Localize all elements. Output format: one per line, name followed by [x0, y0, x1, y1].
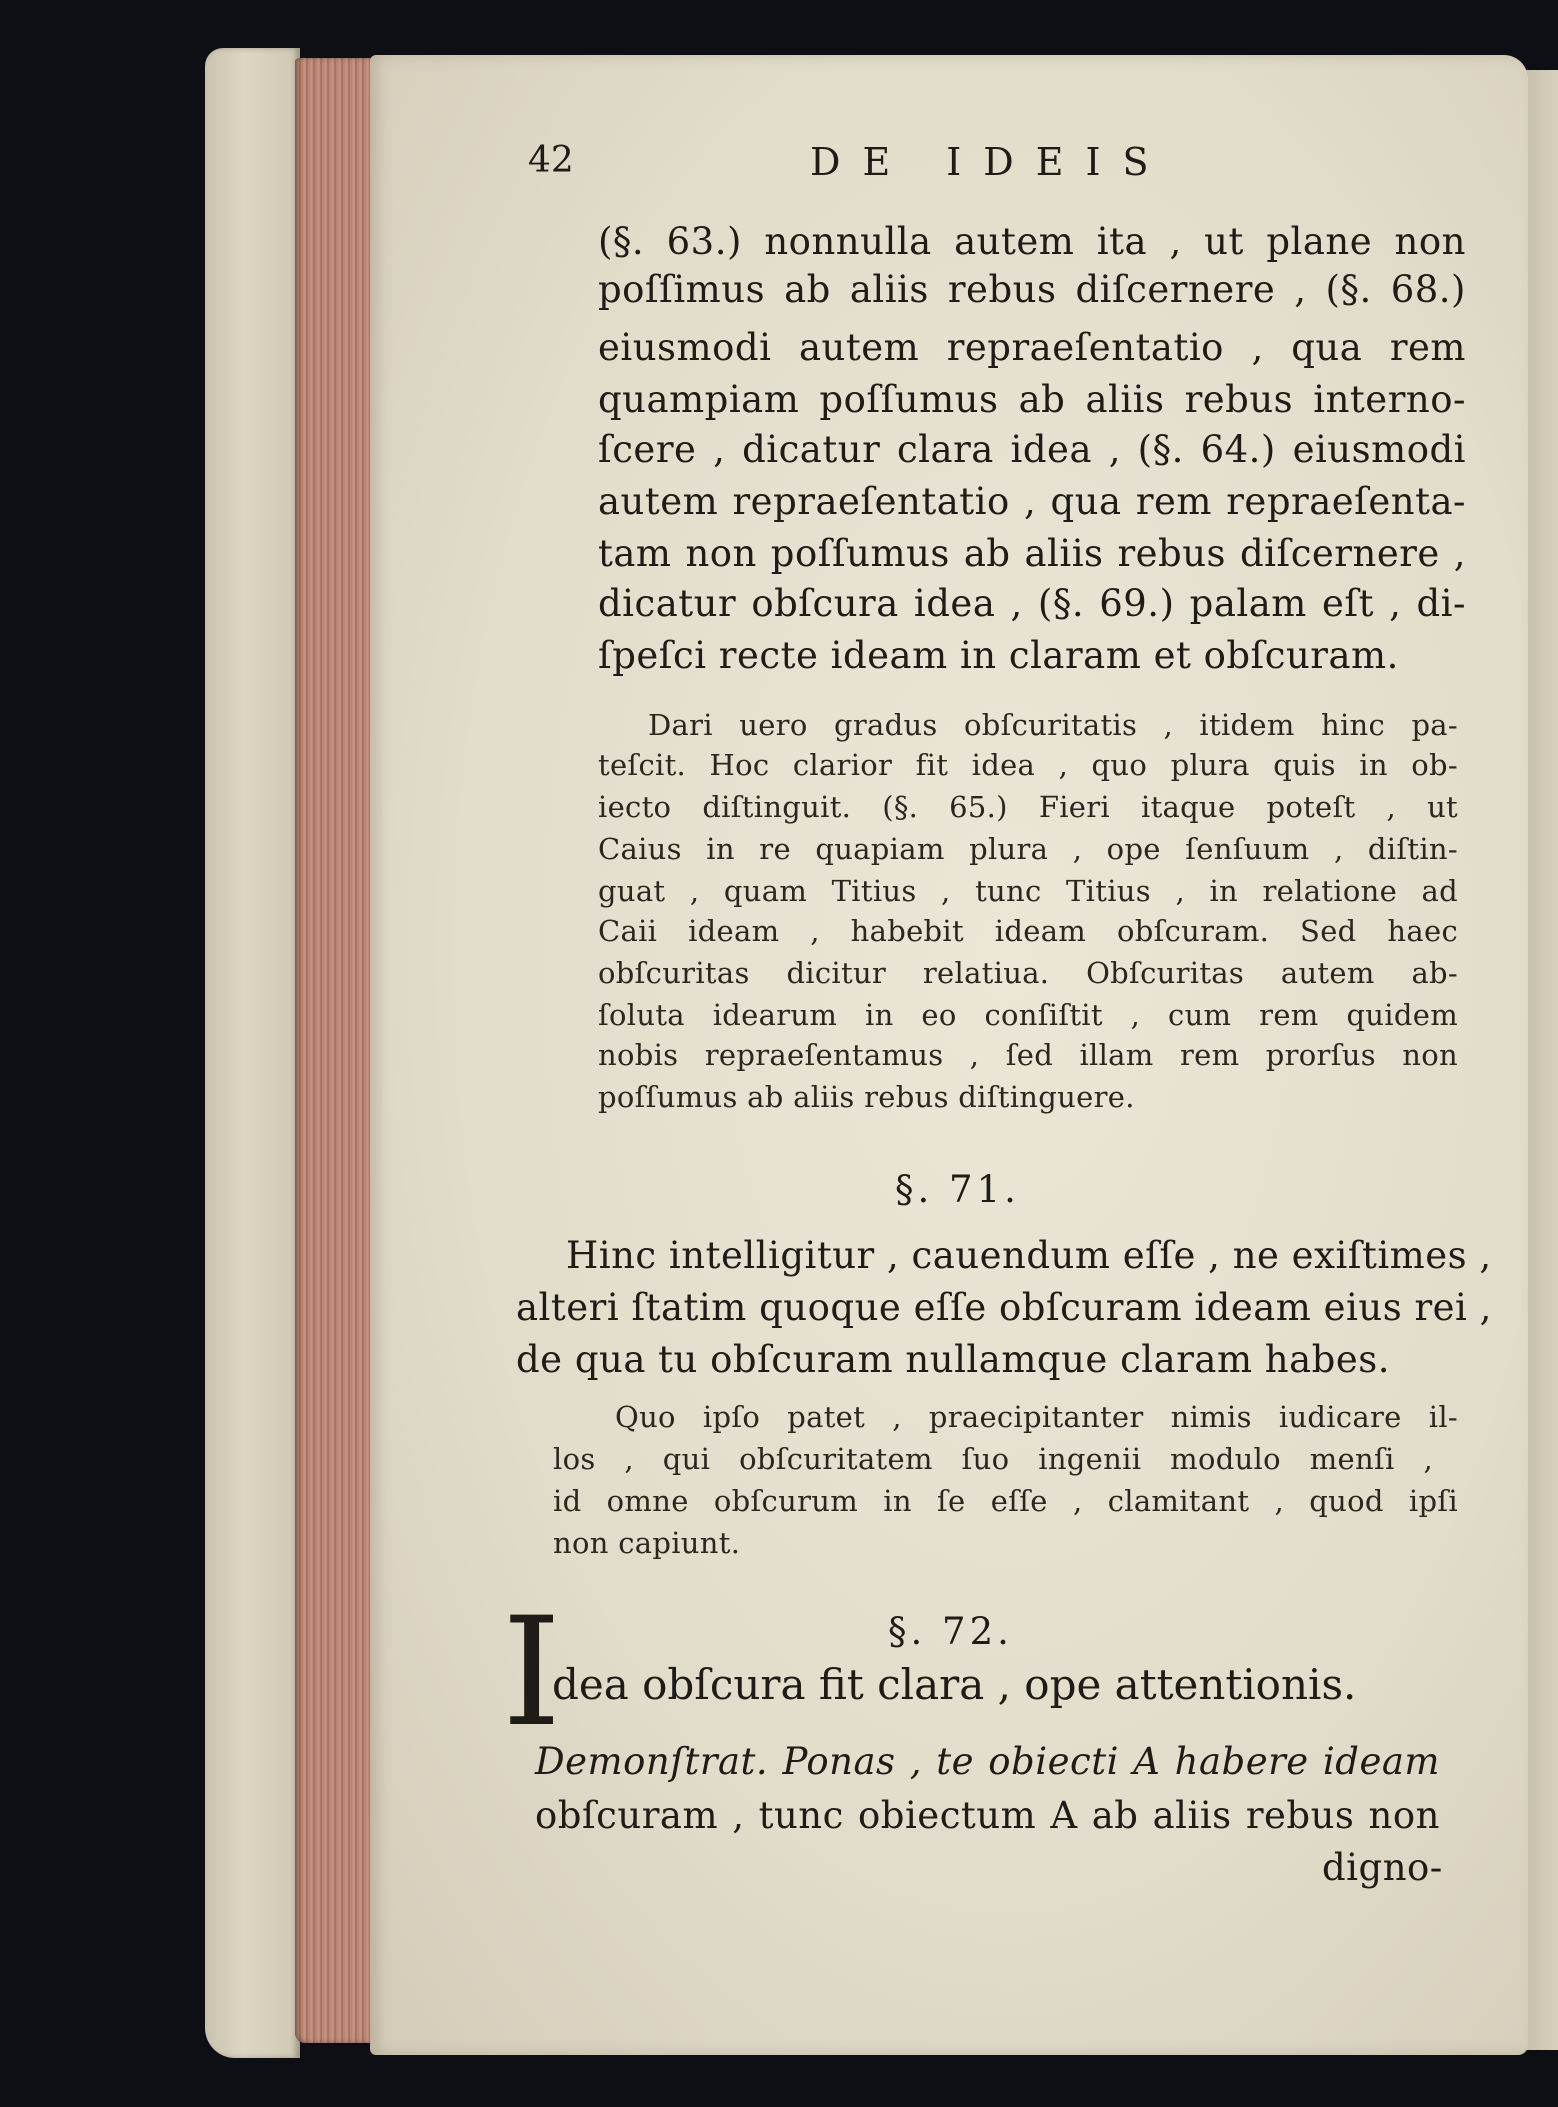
- text-line: alteri ſtatim quoque eſſe obſcuram ideam eius rei ,: [516, 1286, 1492, 1329]
- text-line: autem repraeſentatio , qua rem repraeſenta-: [598, 480, 1466, 523]
- text-line: Demonſtrat. Ponas , te obiecti A habere ideam: [535, 1740, 1440, 1783]
- text-line: non capiunt.: [553, 1526, 741, 1560]
- text-line: guat , quam Titius , tunc Titius , in relatione ad: [598, 874, 1458, 908]
- text-line: Quo ipſo patet , praecipitanter nimis iudicare il-: [615, 1400, 1458, 1434]
- text-line: quampiam poſſumus ab aliis rebus interno-: [598, 378, 1466, 421]
- text-line: Dari uero gradus obſcuritatis , itidem hinc pa-: [648, 708, 1458, 742]
- text-line: obſcuritas dicitur relatiua. Obſcuritas autem ab-: [598, 956, 1458, 990]
- text-line: tam non poſſumus ab aliis rebus diſcernere ,: [598, 532, 1466, 575]
- text-line: ſoluta idearum in eo conſiſtit , cum rem quidem: [598, 998, 1458, 1032]
- text-line: poſſumus ab aliis rebus diſtinguere.: [598, 1080, 1135, 1114]
- text-line: poſſimus ab aliis rebus diſcernere , (§. 68.): [598, 268, 1466, 311]
- text-line: Caii ideam , habebit ideam obſcuram. Sed haec: [598, 914, 1458, 948]
- text-line: ſcere , dicatur clara idea , (§. 64.) eiusmodi: [598, 428, 1466, 471]
- book-cover-edge: [205, 48, 300, 2058]
- section-72-title: dea obſcura fit clara , ope attentionis.: [552, 1660, 1357, 1709]
- text-line: obſcuram , tunc obiectum A ab aliis rebus non: [535, 1794, 1440, 1837]
- text-line: Hinc intelligitur , cauendum eſſe , ne exiſtimes ,: [566, 1234, 1492, 1277]
- section-72-heading: §. 72.: [888, 1610, 1013, 1653]
- catchword: digno-: [1322, 1846, 1443, 1889]
- section-71-heading: §. 71.: [895, 1168, 1020, 1211]
- page-edges: [295, 58, 380, 2043]
- text-line: nobis repraeſentamus , ſed illam rem prorſus non: [598, 1038, 1458, 1072]
- page-number: 42: [528, 140, 574, 181]
- text-line: (§. 63.) nonnulla autem ita , ut plane non: [598, 220, 1466, 263]
- text-line: de qua tu obſcuram nullamque claram habes.: [516, 1338, 1391, 1381]
- text-line: teſcit. Hoc clarior fit idea , quo plura quis in ob-: [598, 748, 1458, 782]
- text-line: Caius in re quapiam plura , ope ſenſuum , diſtin-: [598, 832, 1458, 866]
- text-line: dicatur obſcura idea , (§. 69.) palam eſt , di-: [598, 582, 1466, 625]
- text-line: los , qui obſcuritatem ſuo ingenii modulo menſi ,: [553, 1442, 1433, 1476]
- text-line: id omne obſcurum in ſe eſſe , clamitant , quod ipſi: [553, 1484, 1458, 1518]
- running-title: DE IDEIS: [810, 140, 1171, 184]
- text-line: iecto diſtinguit. (§. 65.) Fieri itaque poteſt , ut: [598, 790, 1458, 824]
- text-line: ſpeſci recte ideam in claram et obſcuram.: [598, 634, 1399, 677]
- text-line: eiusmodi autem repraeſentatio , qua rem: [598, 326, 1466, 369]
- drop-cap: I: [502, 1586, 562, 1760]
